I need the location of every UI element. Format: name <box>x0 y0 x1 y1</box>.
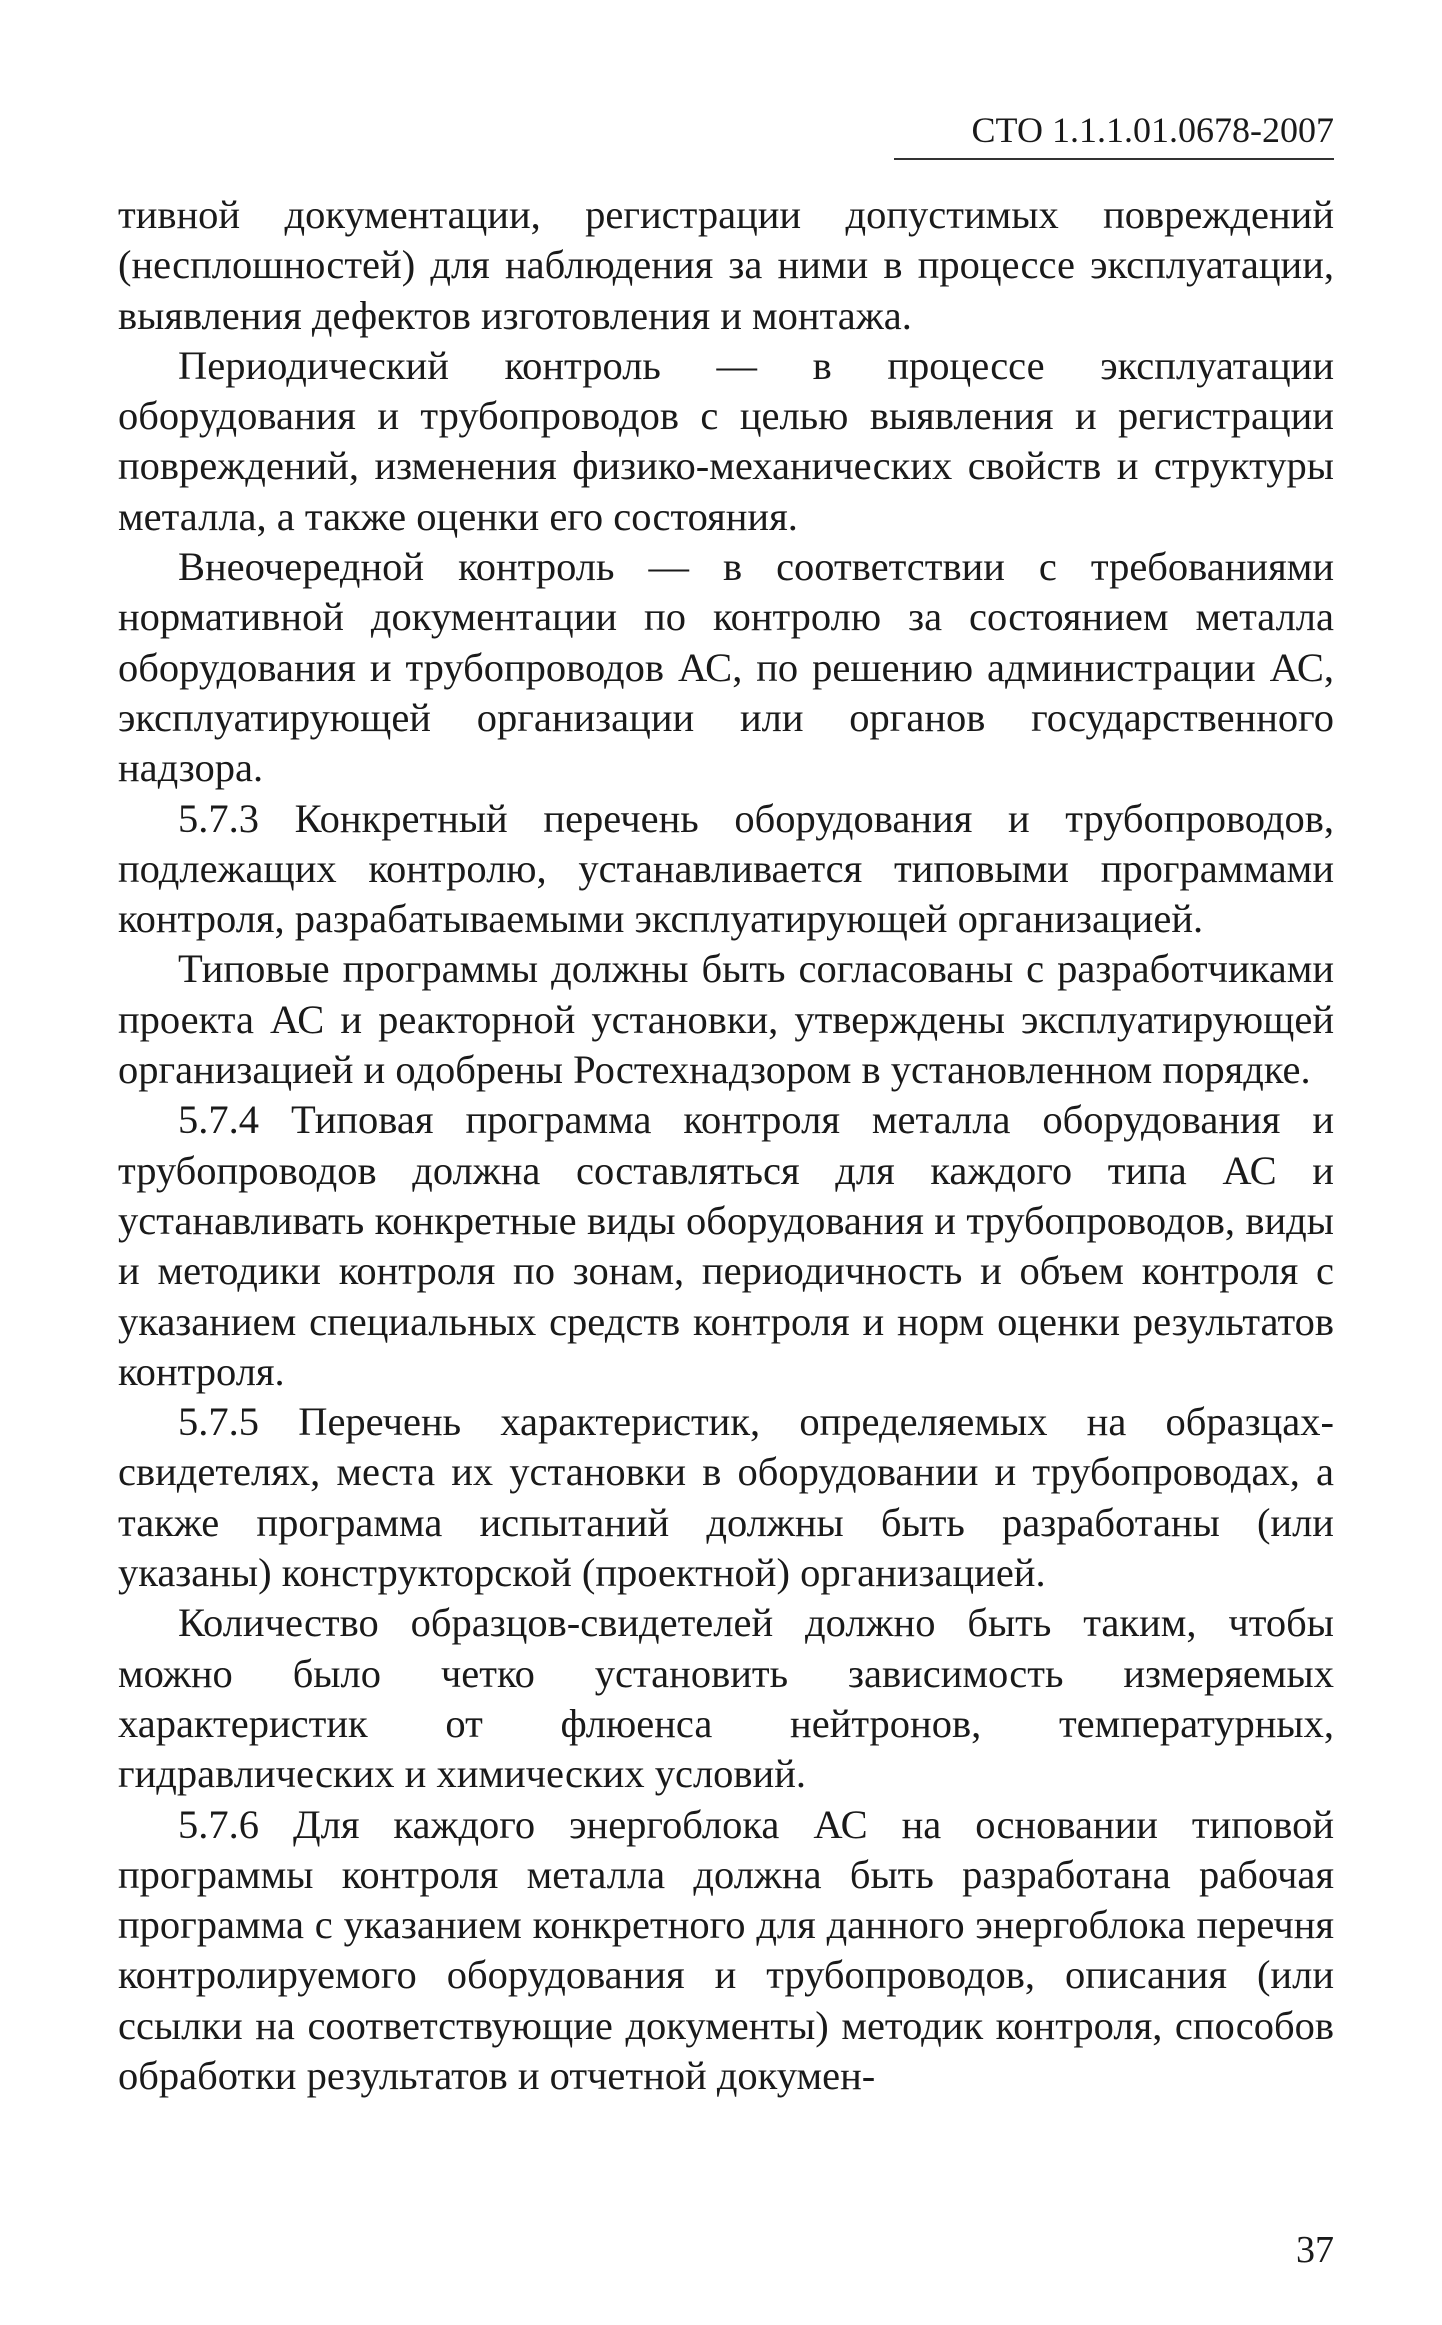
paragraph-typical-programs: Типовые программы должны быть согласованы с разработчиками проекта АС и реакторной установки, утверждены эксплуатирующей организацией и одобрены Ростехнадзором в установленном порядке. <box>118 946 1334 1093</box>
paragraph-witness-samples: Количество образцов-свидетелей должно быть таким, чтобы можно было четко установить зависимость измеряемых характеристик от флюенса нейтронов, температурных, гидравлических и химических условий. <box>118 1600 1334 1797</box>
paragraph-5-7-5: 5.7.5 Перечень характеристик, определяемых на образцах-свидетелях, места их установки в оборудовании и трубопроводах, а также программа испытаний должны быть разработаны (или указаны) конструкторской (проектной) организацией. <box>118 1399 1334 1596</box>
paragraph-periodic-control: Периодический контроль — в процессе эксплуатации оборудования и трубопроводов с целью выявления и регистрации повреждений, изменения физико-механических свойств и структуры металла, а также оценки его состояния. <box>118 342 1334 539</box>
paragraph-continuation: тивной документации, регистрации допустимых повреждений (несплошностей) для наблюдения за ними в процессе эксплуатации, выявления дефектов изготовления и монтажа. <box>118 192 1334 338</box>
paragraph-5-7-3: 5.7.3 Конкретный перечень оборудования и трубопроводов, подлежащих контролю, устанавливается типовыми программами контроля, разрабатываемыми эксплуатирующей организацией. <box>118 795 1334 942</box>
paragraph-5-7-4: 5.7.4 Типовая программа контроля металла оборудования и трубопроводов должна составляться для каждого типа АС и устанавливать конкретные виды оборудования и трубопроводов, виды и методики контроля по зонам, периодичность и объем контроля с указанием специальных средств контроля и норм оценки результатов контроля. <box>118 1097 1334 1394</box>
document-code-header: СТО 1.1.1.01.0678-2007 <box>894 108 1334 160</box>
paragraph-5-7-6: 5.7.6 Для каждого энергоблока АС на основании типовой программы контроля металла должна быть разработана рабочая программа с указанием конкретного для данного энергоблока перечня контролируемого оборудования и трубопроводов, описания (или ссылки на соответствующие документы) методик контроля, способов обработки результатов и отчетной докумен- <box>118 1801 1334 2098</box>
page-number: 37 <box>1296 2229 1334 2271</box>
paragraph-extraordinary-control: Внеочередной контроль — в соответствии с требованиями нормативной документации по контролю за состоянием металла оборудования и трубопроводов АС, по решению администрации АС, эксплуатирующей организации или органов государственного надзора. <box>118 544 1334 791</box>
body-text <box>118 190 1334 2101</box>
